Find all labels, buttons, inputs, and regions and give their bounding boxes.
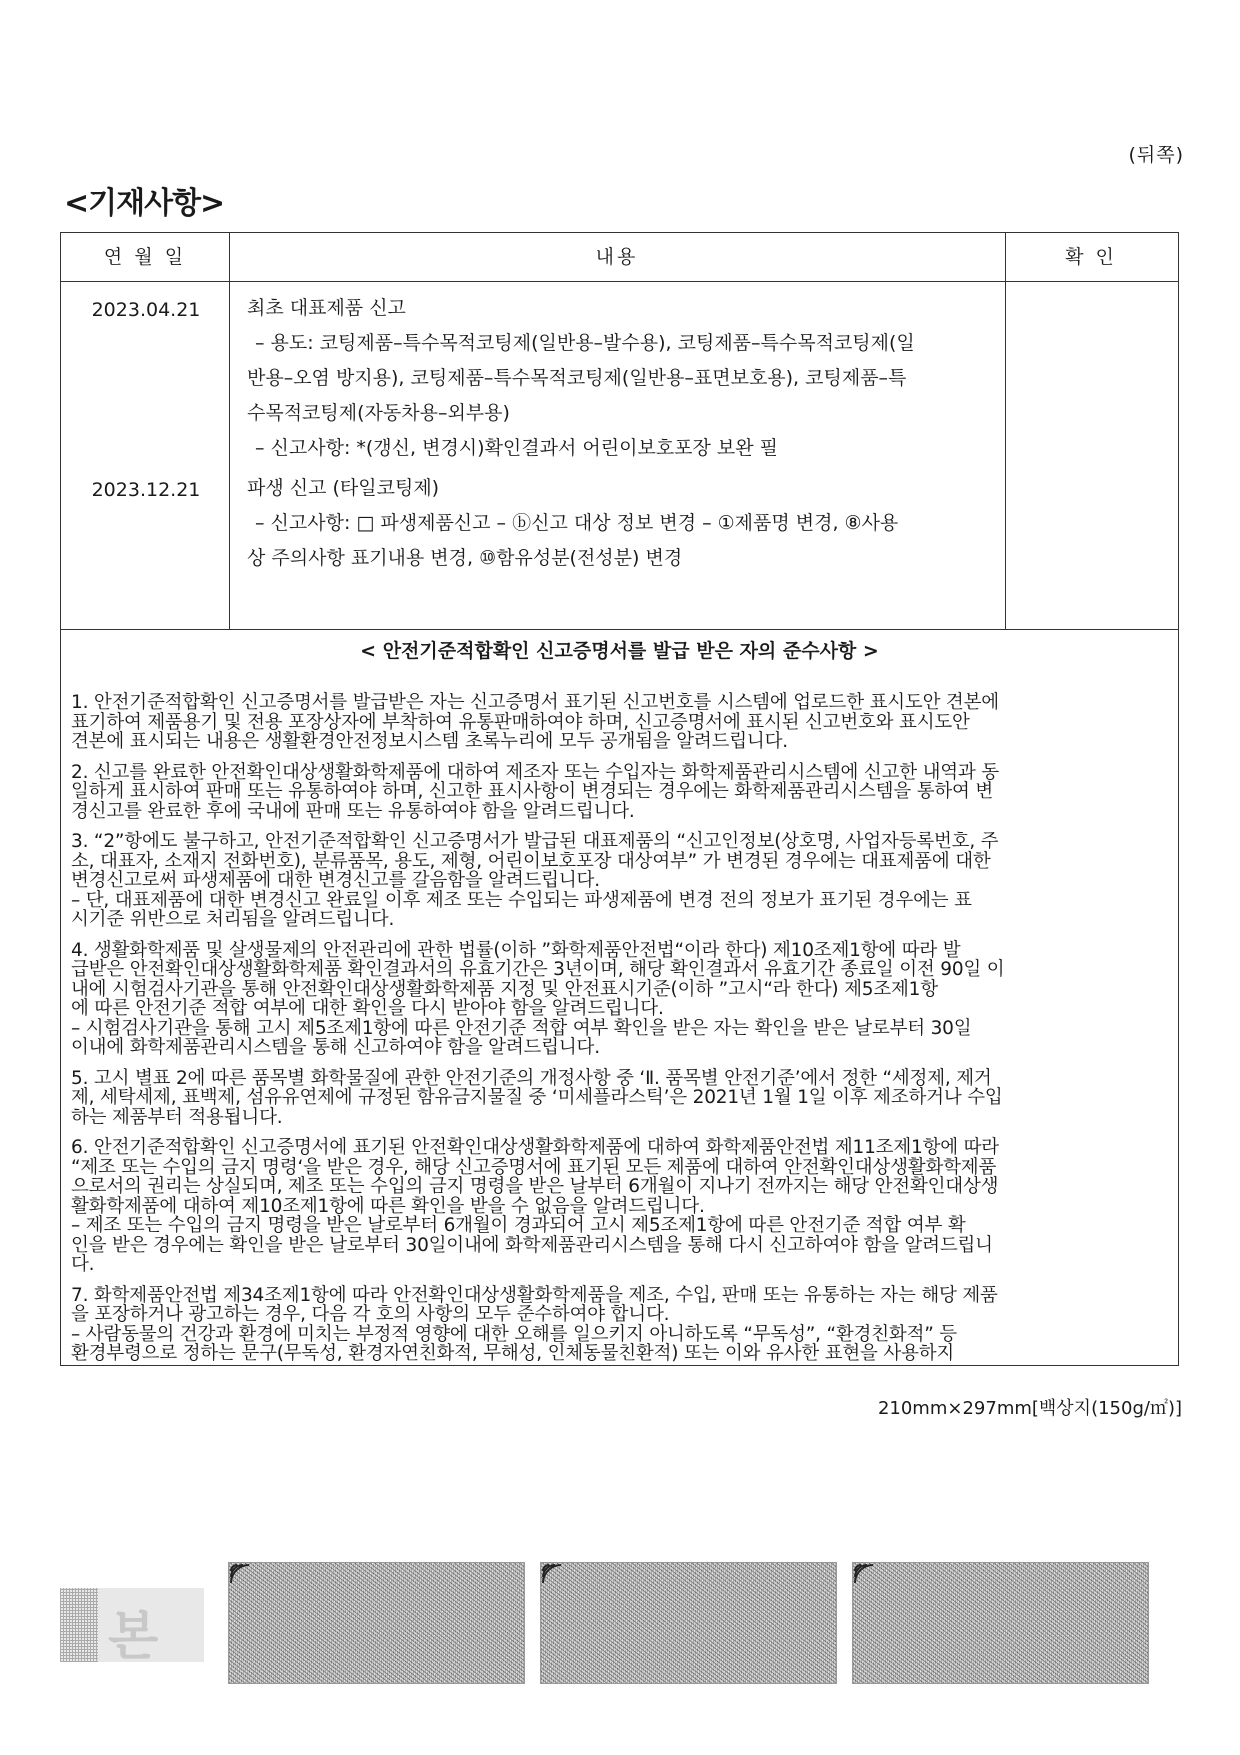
header-content: 내용 — [595, 246, 639, 268]
entry-line: 반용–오염 방지용), 코팅제품–특수목적코팅제(일반용–표면보호용), 코팅제품–특 — [247, 367, 907, 389]
rule-line: 소, 대표자, 소재지 전화번호), 분류품목, 용도, 제형, 어린이보호포장 대상여부” 가 변경된 경우에는 대표제품에 대한 — [71, 850, 991, 872]
rule-line: 4. 생활화학제품 및 살생물제의 안전관리에 관한 법률(이하 ”화학제품안전법“이라 한다) 제10조제1항에 따라 발 — [71, 939, 961, 961]
entry-content — [247, 291, 1067, 466]
rule-line: 이내에 화학제품관리시스템을 통해 신고하여야 함을 알려드립니다. — [71, 1037, 600, 1058]
rule-line: 6. 안전기준적합확인 신고증명서에 표기된 안전확인대상생활화학제품에 대하여 화학제품안전법 제11조제1항에 따라 — [71, 1137, 999, 1158]
entry-line: 최초 대표제품 신고 — [247, 297, 406, 319]
rule-item — [71, 1286, 1166, 1364]
compliance-section — [61, 629, 1178, 1365]
paper-spec: 210mm×297mm[백상지(150g/㎡)] — [877, 1398, 1182, 1419]
rule-line: 제, 세탁세제, 표백제, 섬유유연제에 규정된 함유금지물질 중 ‘미세플라스틱’은 2021년 1월 1일 이후 제조하거나 수입 — [71, 1087, 1003, 1108]
section-title: <기재사항> — [64, 186, 225, 221]
rule-item — [71, 832, 1166, 930]
record-table — [60, 232, 1179, 1366]
rule-line: – 단, 대표제품에 대한 변경신고 완료일 이후 제조 또는 수입되는 파생제품에 변경 전의 정보가 표기된 경우에는 표 — [71, 889, 972, 911]
corner-mark-icon — [853, 1563, 875, 1585]
security-pattern — [852, 1562, 1149, 1684]
rule-line: – 제조 또는 수입의 금지 명령을 받은 날로부터 6개월이 경과되어 고시 제5조제1항에 따른 안전기준 적합 여부 확 — [71, 1215, 966, 1236]
column-divider — [229, 233, 230, 629]
security-pattern — [228, 1562, 525, 1684]
rule-line: 다. — [71, 1254, 95, 1275]
rule-line: 2. 신고를 완료한 안전확인대상생활화학제품에 대하여 제조자 또는 수입자는 화학제품관리시스템에 신고한 내역과 동 — [71, 761, 999, 783]
entry-date: 2023.12.21 — [91, 479, 201, 501]
entry-line: – 용도: 코팅제품–특수목적코팅제(일반용–발수용), 코팅제품–특수목적코팅제(일 — [255, 332, 915, 354]
rule-line: 활화학제품에 대하여 제10조제1항에 따른 확인을 받을 수 없음을 알려드립니다. — [71, 1195, 705, 1217]
entry-line: – 신고사항: □ 파생제품신고 – ⓑ신고 대상 정보 변경 – ①제품명 변경, ⑧사용 — [255, 512, 899, 534]
security-pattern — [540, 1562, 837, 1684]
rule-line: 변경신고로써 파생제품에 대한 변경신고를 갈음함을 알려드립니다. — [71, 870, 600, 891]
entry-date: 2023.04.21 — [91, 299, 201, 321]
header-date: 연 월 일 — [103, 246, 187, 268]
rule-item — [71, 1069, 1166, 1128]
rule-line: “제조 또는 수입의 금지 명령‘을 받은 경우, 해당 신고증명서에 표기된 모든 제품에 대하여 안전확인대상생활화학제품 — [71, 1156, 997, 1178]
rule-line: 환경부령으로 정하는 문구(무독성, 환경자연친화적, 무해성, 인체동물친환적) 또는 이와 유사한 표현을 사용하지 — [71, 1343, 955, 1364]
rule-line: 에 따른 안전기준 적합 여부에 대한 확인을 다시 받아야 함을 알려드립니다. — [71, 998, 664, 1019]
table-header — [61, 233, 1178, 282]
entry-line: 파생 신고 (타일코팅제) — [247, 477, 440, 499]
entry-line: – 신고사항: *(갱신, 변경시)확인결과서 어린이보호포장 보완 필 — [255, 437, 779, 459]
compliance-title: < 안전기준적합확인 신고증명서를 발급 받은 자의 준수사항 > — [360, 640, 879, 662]
rule-line: 급받은 안전확인대상생활화학제품 확인결과서의 유효기간은 3년이며, 해당 확인결과서 유효기간 종료일 이전 90일 이 — [71, 959, 1005, 980]
corner-mark-icon — [541, 1563, 563, 1585]
seal-pattern — [60, 1588, 98, 1662]
watermark-seal — [60, 1588, 204, 1667]
rule-item — [71, 693, 1166, 752]
seal-char: 본 — [108, 1607, 159, 1667]
entry-line: 수목적코팅제(자동차용–외부용) — [247, 402, 510, 424]
rule-line: 5. 고시 별표 2에 따른 품목별 화학물질에 관한 안전기준의 개정사항 중 ‘Ⅱ. 품목별 안전기준’에서 정한 “세정제, 제거 — [71, 1067, 992, 1089]
corner-mark-icon — [229, 1563, 251, 1585]
rule-line: 내에 시험검사기관을 통해 안전확인대상생활화학제품 지정 및 안전표시기준(이하 ”고시“라 한다) 제5조제1항 — [71, 978, 938, 1000]
rule-line: 으로서의 권리는 상실되며, 제조 또는 수입의 금지 명령을 받은 날부터 6개월이 지나기 전까지는 해당 안전확인대상생 — [71, 1176, 999, 1197]
rule-line: 표기하여 제품용기 및 전용 포장상자에 부착하여 유통판매하여야 하며, 신고증명서에 표시된 신고번호와 표시도안 — [71, 711, 970, 733]
rule-line: 3. “2”항에도 불구하고, 안전기준적합확인 신고증명서가 발급된 대표제품의 “신고인정보(상호명, 사업자등록번호, 주 — [71, 831, 999, 852]
rule-line: – 시험검사기관을 통해 고시 제5조제1항에 따른 안전기준 적합 여부 확인을 받은 자는 확인을 받은 날로부터 30일 — [71, 1017, 972, 1039]
rule-item — [71, 763, 1166, 822]
rule-line: 7. 화학제품안전법 제34조제1항에 따라 안전확인대상생활화학제품을 제조, 수입, 판매 또는 유통하는 자는 해당 제품 — [71, 1284, 998, 1306]
page-side-label: (뒤쪽) — [1128, 144, 1184, 166]
rule-item — [71, 941, 1166, 1058]
rule-line: 경신고를 완료한 후에 국내에 판매 또는 유통하여야 함을 알려드립니다. — [71, 800, 635, 822]
compliance-body — [71, 693, 1166, 1375]
rule-line: 견본에 표시되는 내용은 생활환경안전정보시스템 초록누리에 모두 공개됨을 알려드립니다. — [71, 731, 788, 752]
rule-line: 인을 받은 경우에는 확인을 받은 날로부터 30일이내에 화학제품관리시스템을 통해 다시 신고하여야 함을 알려드립니 — [71, 1234, 993, 1256]
entry-line: 상 주의사항 표기내용 변경, ⑩함유성분(전성분) 변경 — [247, 547, 683, 569]
rule-line: 하는 제품부터 적용됩니다. — [71, 1106, 283, 1128]
rule-item — [71, 1138, 1166, 1275]
rule-line: 일하게 표시하여 판매 또는 유통하여야 하며, 신고한 표시사항이 변경되는 경우에는 화학제품관리시스템을 통하여 변 — [71, 781, 994, 802]
rule-line: 시기준 위반으로 처리됨을 알려드립니다. — [71, 909, 395, 930]
header-confirm: 확 인 — [1065, 246, 1117, 268]
rule-line: 1. 안전기준적합확인 신고증명서를 발급받은 자는 신고증명서 표기된 신고번호를 시스템에 업로드한 표시도안 견본에 — [71, 692, 999, 713]
entry-content — [247, 471, 1067, 576]
rule-line: – 사람동물의 건강과 환경에 미치는 부정적 영향에 대한 오해를 일으키지 아니하도록 “무독성”, “환경친화적” 등 — [71, 1323, 957, 1345]
rule-line: 을 포장하거나 광고하는 경우, 다음 각 호의 사항의 모두 준수하여야 합니다. — [71, 1304, 670, 1325]
